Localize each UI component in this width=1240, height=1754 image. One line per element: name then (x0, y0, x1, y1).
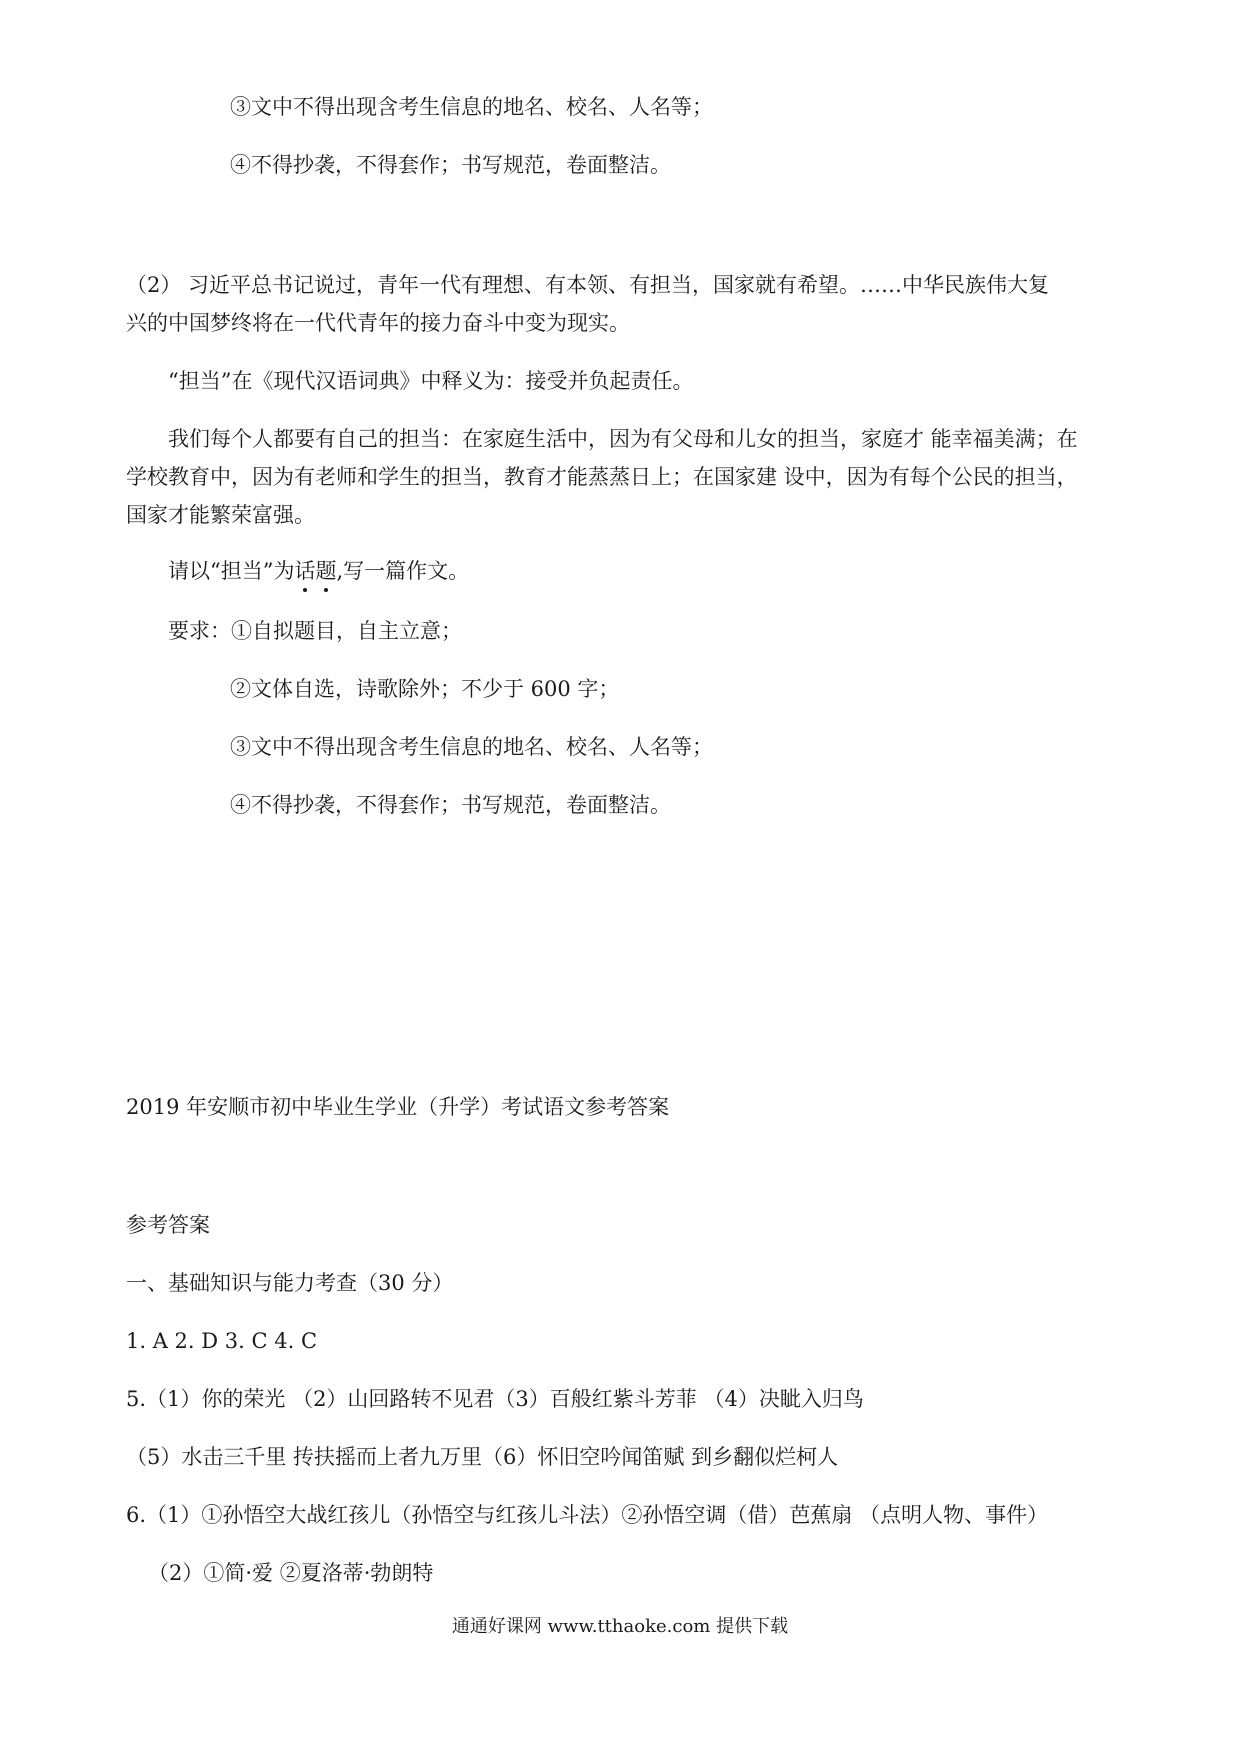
quote-line-2: 兴的中国梦终将在一代代青年的接力奋斗中变为现实。 (126, 311, 630, 335)
quote-line-1: （2） 习近平总书记说过，青年一代有理想、有本领、有担当，国家就有希望。……中华民族伟大复 (126, 273, 1050, 297)
answer-5-line-2: （5）水击三千里 抟扶摇而上者九万里（6）怀旧空吟闻笛赋 到乡翻似烂柯人 (126, 1445, 839, 1469)
answer-key-subtitle: 参考答案 (126, 1213, 210, 1237)
definition-line: “担当”在《现代汉语词典》中释义为：接受并负起责任。 (168, 369, 694, 393)
answer-key-title: 2019 年安顺市初中毕业生学业（升学）考试语文参考答案 (126, 1095, 670, 1119)
paragraph-line-3: 国家才能繁荣富强。 (126, 503, 315, 527)
emphasis-char-2: 题 (315, 556, 336, 586)
answer-6-line-1: 6.（1）①孙悟空大战红孩儿（孙悟空与红孩儿斗法）②孙悟空调（借）芭蕉扇 （点明人物、事件） (126, 1503, 1049, 1527)
answer-6-line-2: （2）①简·爱 ②夏洛蒂·勃朗特 (148, 1561, 434, 1585)
prompt-line (168, 556, 469, 586)
prompt-text-a: 请以“担当”为 (168, 559, 295, 583)
answers-1-4: 1. A 2. D 3. C 4. C (126, 1329, 318, 1353)
page-footer: 通通好课网 www.tthaoke.com 提供下载 (451, 1616, 789, 1637)
requirement-4: ④不得抄袭，不得套作；书写规范，卷面整洁。 (230, 793, 671, 817)
emphasis-char-1: 话 (294, 556, 315, 586)
requirement-3: ③文中不得出现含考生信息的地名、校名、人名等； (230, 95, 713, 119)
prompt-text-b: ,写一篇作文。 (336, 559, 470, 583)
requirement-4: ④不得抄袭，不得套作；书写规范，卷面整洁。 (230, 153, 671, 177)
section-heading: 一、基础知识与能力考查（30 分） (126, 1271, 454, 1295)
paragraph-line-1: 我们每个人都要有自己的担当：在家庭生活中，因为有父母和儿女的担当，家庭才 能幸福美满；在 (168, 427, 1078, 451)
requirement-label: 要求：①自拟题目，自主立意； (168, 619, 462, 643)
answer-5-line-1: 5.（1）你的荣光 （2）山回路转不见君（3）百般红紫斗芳菲 （4）决眦入归鸟 (126, 1387, 864, 1411)
requirement-2: ②文体自选，诗歌除外；不少于 600 字； (230, 677, 620, 701)
requirement-3: ③文中不得出现含考生信息的地名、校名、人名等； (230, 735, 713, 759)
paragraph-line-2: 学校教育中，因为有老师和学生的担当，教育才能蒸蒸日上；在国家建 设中，因为有每个公民的担当， (126, 465, 1078, 489)
